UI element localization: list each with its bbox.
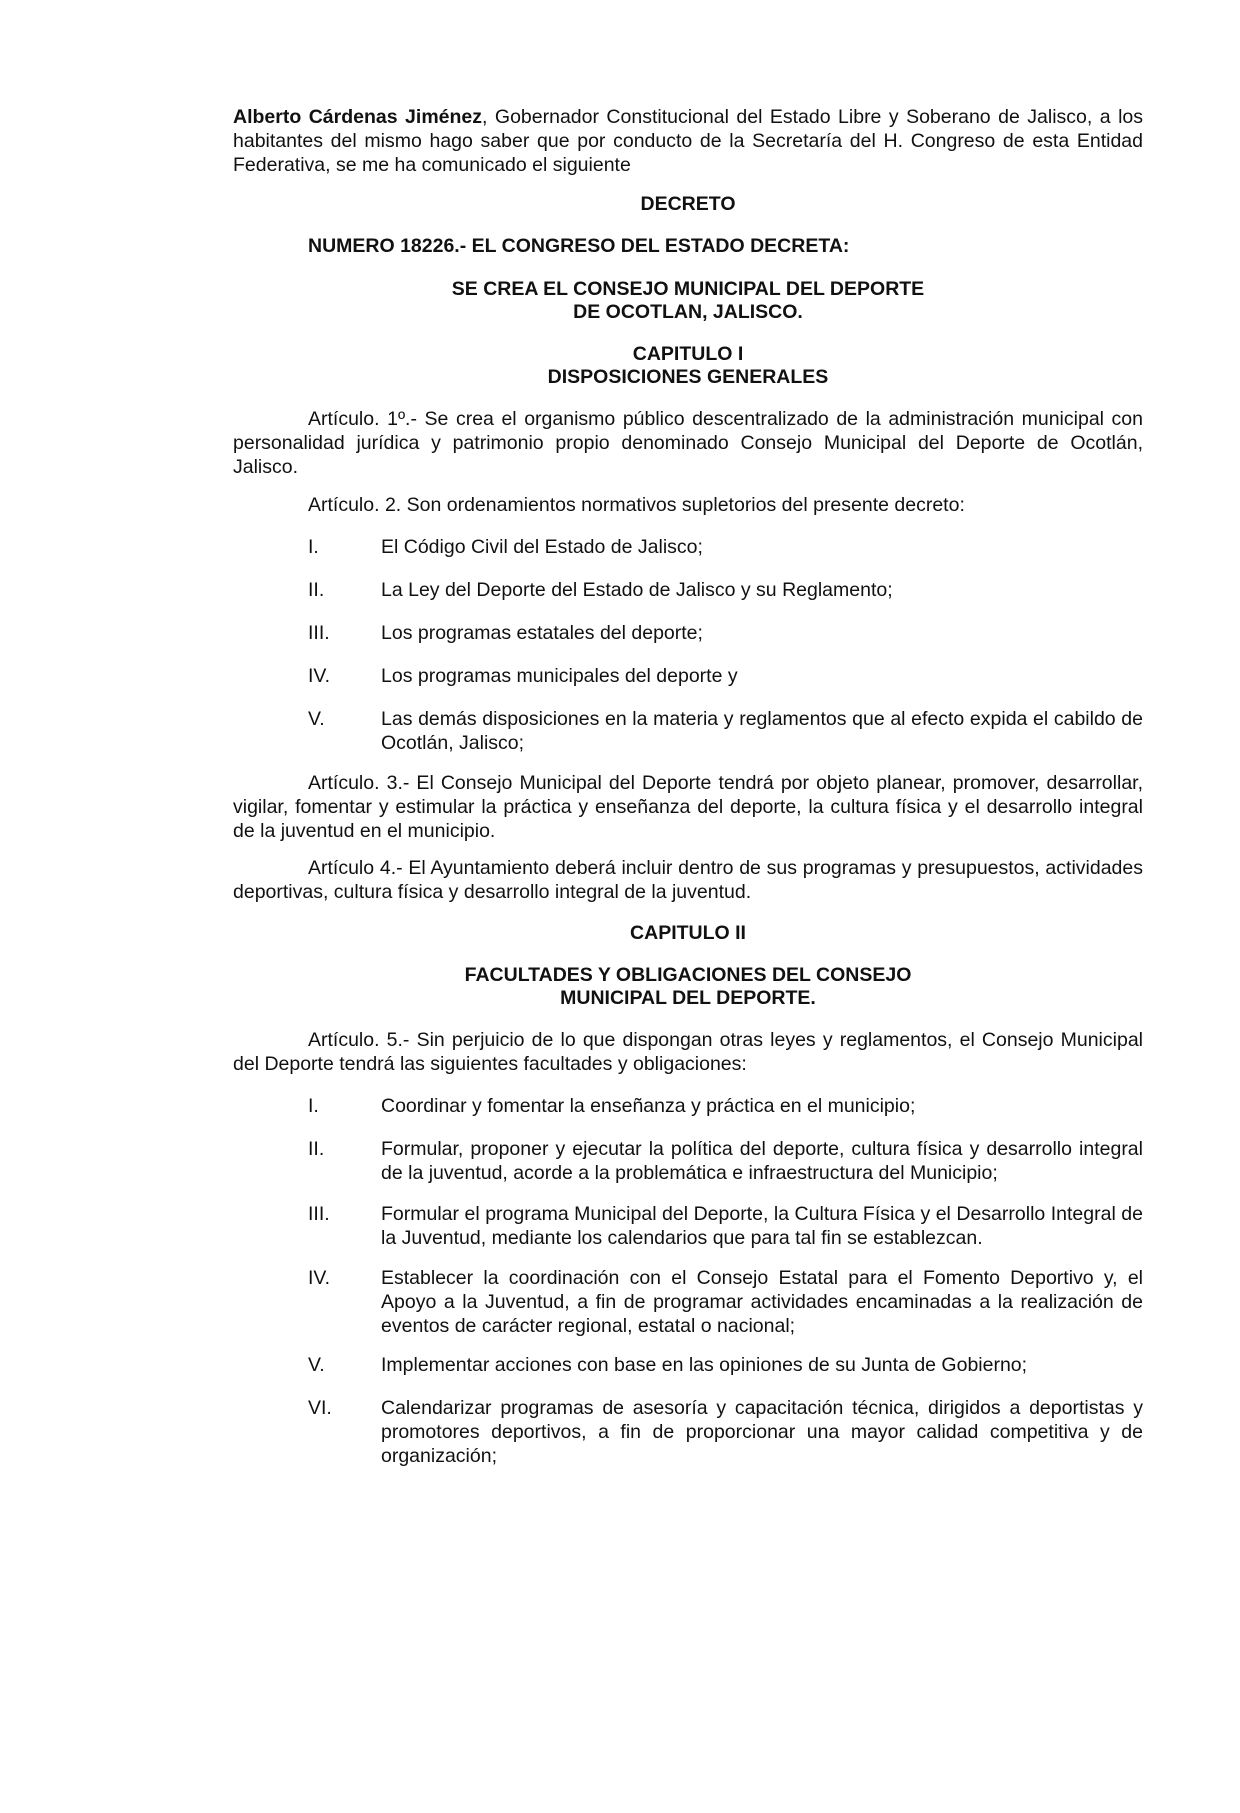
- creation-title-line1: SE CREA EL CONSEJO MUNICIPAL DEL DEPORTE: [451, 278, 925, 300]
- governor-name: Alberto Cárdenas Jiménez: [233, 106, 483, 128]
- list-item-text: Formular, proponer y ejecutar la política del deporte, cultura física y desarrollo integral de la juventud, acorde a la problemática e infraestructura del Municipio;: [381, 1138, 1143, 1184]
- list-item-text: Calendarizar programas de asesoría y capacitación técnica, dirigidos a deportistas y promotores deportivos, a fin de proporcionar una mayor calidad competitiva y de organización;: [381, 1397, 1143, 1467]
- list-item-text: Establecer la coordinación con el Consejo Estatal para el Fomento Deportivo y, el Apoyo a la Juventud, a fin de programar actividades encaminadas a la realización de eventos de carácter regional, estatal o nacional;: [381, 1267, 1143, 1337]
- article-2: Artículo. 2. Son ordenamientos normativos supletorios del presente decreto:: [308, 494, 965, 516]
- decree-title: DECRETO: [640, 193, 736, 215]
- list-item-number: II.: [308, 579, 325, 601]
- list-item-text: Formular el programa Municipal del Deporte, la Cultura Física y el Desarrollo Integral de la Juventud, mediante los calendarios que para tal fin se establezcan.: [381, 1203, 1143, 1249]
- list-item-number: V.: [308, 1354, 325, 1376]
- chapter1-subtitle: DISPOSICIONES GENERALES: [547, 366, 829, 388]
- list-item-text: Implementar acciones con base en las opiniones de su Junta de Gobierno;: [381, 1354, 1028, 1376]
- list-item-number: IV.: [308, 665, 331, 687]
- list-item-text: Coordinar y fomentar la enseñanza y práctica en el municipio;: [381, 1095, 916, 1117]
- list-item-number: IV.: [308, 1267, 331, 1289]
- article-3: Artículo. 3.- El Consejo Municipal del Deporte tendrá por objeto planear, promover, desarrollar, vigilar, fomentar y estimular la práctica y enseñanza del deporte, la cultura física y el desarrollo integral de la juventud en el municipio.: [233, 772, 1143, 842]
- list-item-text: Los programas estatales del deporte;: [381, 622, 703, 644]
- list-item-number: III.: [308, 622, 330, 644]
- list-item-number: V.: [308, 708, 325, 730]
- list-item-number: I.: [308, 1095, 319, 1117]
- intro-paragraph: [233, 105, 1143, 177]
- list-item-number: II.: [308, 1138, 325, 1160]
- intro-text: , Gobernador Constitucional del Estado Libre y Soberano de Jalisco, a los habitantes del mismo hago saber que por conducto de la Secretaría del H. Congreso de esta Entidad Federativa, se me ha comunicado el siguiente: [233, 106, 1143, 176]
- list-item-text: La Ley del Deporte del Estado de Jalisco y su Reglamento;: [381, 579, 893, 601]
- list-item-number: III.: [308, 1203, 330, 1225]
- list-item-number: VI.: [308, 1397, 332, 1419]
- chapter2-title: CAPITULO II: [630, 922, 746, 944]
- list-item-text: El Código Civil del Estado de Jalisco;: [381, 536, 703, 558]
- list-item-text: Los programas municipales del deporte y: [381, 665, 738, 687]
- list-item-number: I.: [308, 536, 319, 558]
- creation-title-line2: DE OCOTLAN, JALISCO.: [573, 301, 803, 323]
- article-4: Artículo 4.- El Ayuntamiento deberá incluir dentro de sus programas y presupuestos, actividades deportivas, cultura física y desarrollo integral de la juventud.: [233, 857, 1143, 903]
- decree-number: NUMERO 18226.- EL CONGRESO DEL ESTADO DECRETA:: [308, 235, 850, 257]
- chapter2-subtitle-line1: FACULTADES Y OBLIGACIONES DEL CONSEJO: [464, 964, 912, 986]
- list-item-text: Las demás disposiciones en la materia y reglamentos que al efecto expida el cabildo de Ocotlán, Jalisco;: [381, 708, 1143, 754]
- chapter2-subtitle-line2: MUNICIPAL DEL DEPORTE.: [560, 987, 816, 1009]
- article-1: Artículo. 1º.- Se crea el organismo público descentralizado de la administración municipal con personalidad jurídica y patrimonio propio denominado Consejo Municipal del Deporte de Ocotlán, Jalisco.: [233, 408, 1143, 478]
- chapter1-title: CAPITULO I: [632, 343, 744, 365]
- article-5: Artículo. 5.- Sin perjuicio de lo que dispongan otras leyes y reglamentos, el Consejo Municipal del Deporte tendrá las siguientes facultades y obligaciones:: [233, 1029, 1143, 1075]
